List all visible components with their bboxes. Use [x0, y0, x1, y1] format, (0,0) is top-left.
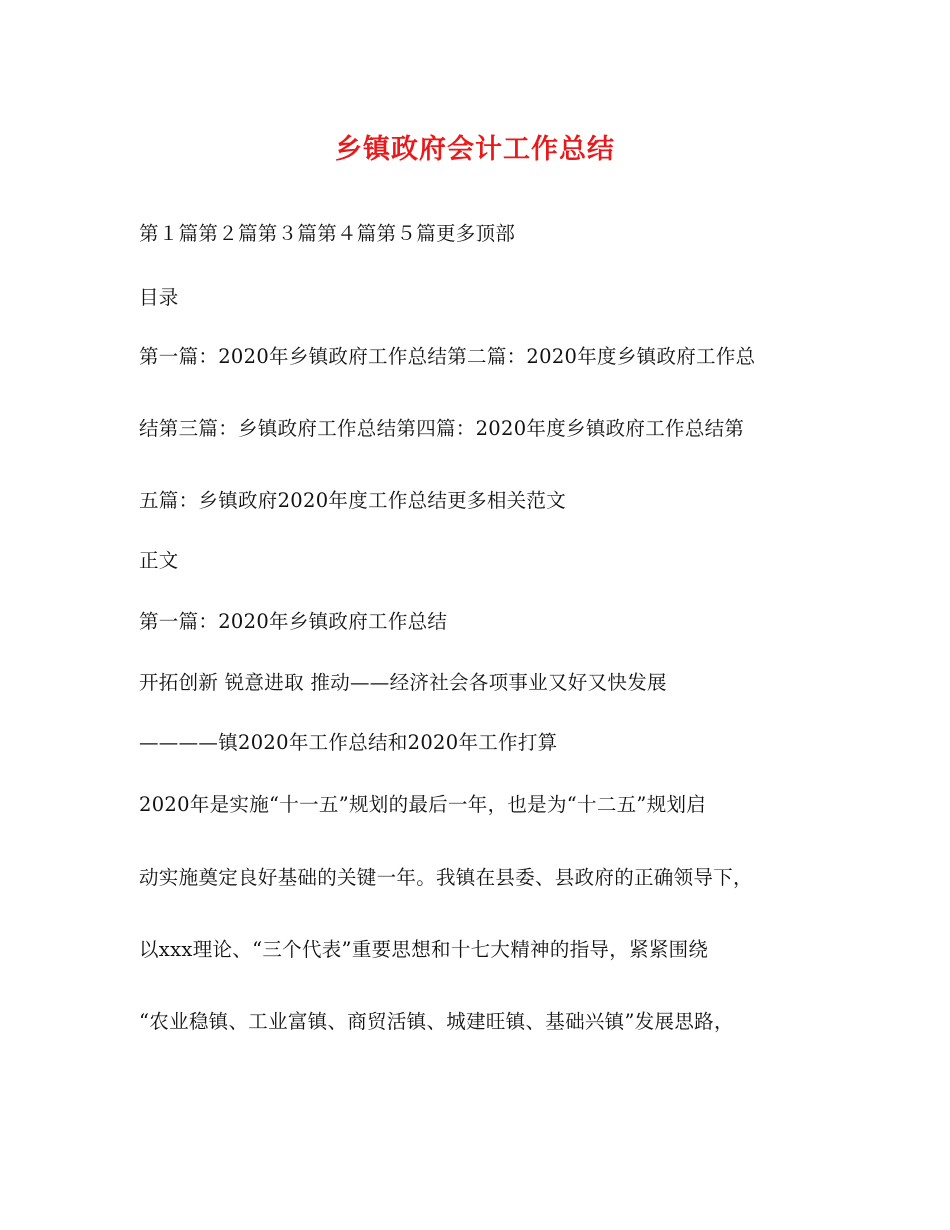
body-heading: 正文 [139, 549, 179, 572]
section-subtitle: 开拓创新 锐意进取 推动——经济社会各项事业又好又快发展 [139, 671, 667, 694]
article-nav-links: 第１篇第２篇第３篇第４篇第５篇更多顶部 [139, 222, 516, 245]
document-title: 乡镇政府会计工作总结 [335, 134, 615, 165]
toc-line: 第一篇：2020年乡镇政府工作总结第二篇：2020年度乡镇政府工作总 [139, 345, 756, 368]
paragraph-line: 2020年是实施“十一五”规划的最后一年，也是为“十二五”规划启 [139, 793, 707, 816]
paragraph-line: 动实施奠定良好基础的关键一年。我镇在县委、县政府的正确领导下， [139, 866, 753, 889]
toc-line: 结第三篇：乡镇政府工作总结第四篇：2020年度乡镇政府工作总结第 [139, 417, 745, 440]
toc-heading: 目录 [139, 286, 179, 309]
toc-line: 五篇：乡镇政府2020年度工作总结更多相关范文 [139, 489, 567, 512]
paragraph-line: “农业稳镇、工业富镇、商贸活镇、城建旺镇、基础兴镇”发展思路， [139, 1010, 734, 1033]
section-subtitle: ————镇2020年工作总结和2020年工作打算 [139, 731, 558, 754]
paragraph-line: 以xxx理论、“三个代表”重要思想和十七大精神的指导，紧紧围绕 [139, 938, 709, 961]
section-heading: 第一篇：2020年乡镇政府工作总结 [139, 610, 448, 633]
